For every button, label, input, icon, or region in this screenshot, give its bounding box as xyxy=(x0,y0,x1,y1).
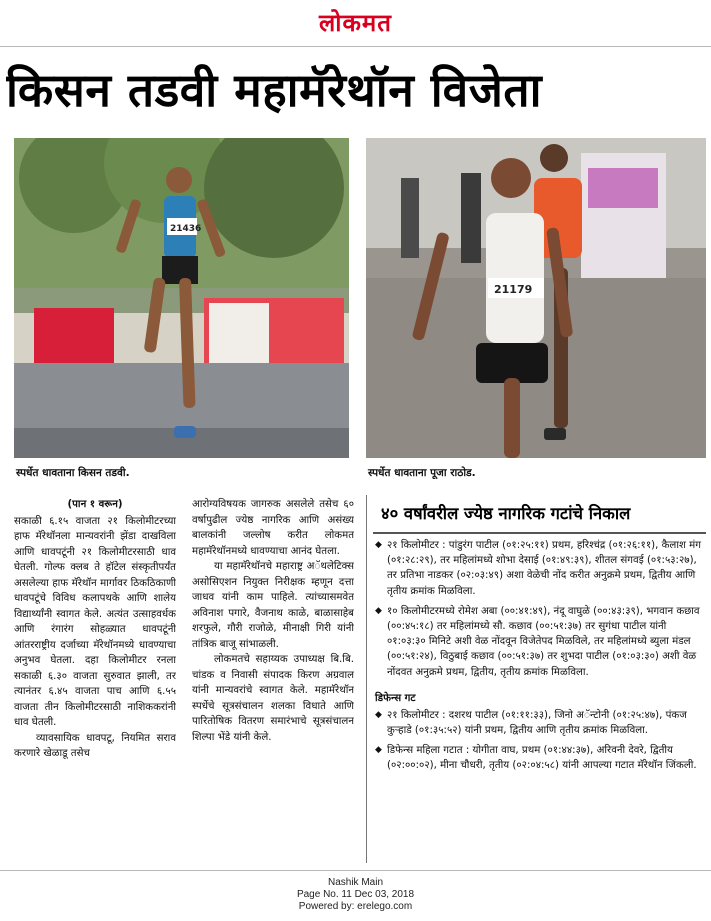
result-text: डिफेन्स महिला गटात : योगीता वाघ, प्रथम (०१:४४:३७), अरिवनी देवरे, द्वितीय (०२:००:०२), मीना चौधरी, तृतीय (०२:०४:५८) यांनी आपल्या गटात मॅरेथॉन जिंकली. xyxy=(387,745,697,772)
page-headline: किसन तडवी महामॅरेथॉन विजेता xyxy=(6,63,542,117)
footer-divider xyxy=(0,870,711,871)
article-paragraph: या महामॅरेथॉनचे महाराष्ट्र अॅथलेटिक्स असोसिएशन नियुक्त निरीक्षक म्हणून दत्ता जाधव यांनी काम पाहिले. त्यांच्यासमवेत अविनाश पगारे, वैजनाथ काळे, बाळासाहेब शरफुले, गौरी राजोळे, मीनाक्षी गिरी यांनी तांत्रिक बाजू सांभाळली. xyxy=(192,561,354,650)
diamond-bullet-icon: ◆ xyxy=(375,605,382,616)
photo-caption-1: स्पर्धेत धावताना किसन तडवी. xyxy=(16,467,130,479)
result-item xyxy=(373,708,706,738)
newspaper-logo: लोकमत xyxy=(319,9,392,37)
result-text: २१ किलोमीटर : पांडुरंग पाटील (०१:२५:११) प्रथम, हरिश्चंद्र (०१:२६:११), कैलाश मंग (०१:२८:२९), तर महिलांमध्ये शोभा देसाई (०१:४९:३९), शीतल संगवई (०१:५३:२७), तर प्रतिभा नाडकर (०२:०३:४९) अशा वेळेची नोंद करीत अनुक्रमे प्रथम, द्वितीय आणि तृतीय क्रमांक मिळविला. xyxy=(387,540,701,597)
photo-pooja-rathod xyxy=(366,138,706,458)
photo-kisan-tadvi xyxy=(14,138,349,458)
article-column-1 xyxy=(14,497,176,865)
page-info: Page No. 11 Dec 03, 2018 xyxy=(296,889,415,900)
article-paragraph: व्यावसायिक धावपटू, नियमित सराव करणारे खेळाडू तसेच xyxy=(14,732,176,759)
continued-from-label: (पान १ वरून) xyxy=(67,499,123,510)
masthead-divider xyxy=(0,46,711,47)
result-text: १० किलोमीटरमध्ये रोमेश अबा (००:४१:४९), नंदू वाघुळे (००:४३:३९), भगवान कछाव (००:४५:१८) तर महिलांमध्ये सौ. कछाव (००:५१:३७) तर सुगंधा पाटील यांनी ०१:०३:३० मिनिटे अशी वेळ नोंदवून विजेतेपद मिळविले, तर महिलांमध्ये ब्युला मंडल (००:५१:२४), विठुबाई कछाव (००:५१:३७) तर शुभदा पाटील (०१:०३:३०) अशी वेळ नोंदवत अनुक्रमे प्रथम, द्वितीय, तृतीय क्रमांक मिळविला. xyxy=(387,605,700,678)
article-paragraph: लोकमतचे सहाय्यक उपाध्यक्ष बि.बि. चांडक व निवासी संपादक किरण अग्रवाल यांनी मान्यवरांचे स्वागत केले. महामॅरेथॉन स्पर्धेचे सूत्रसंचालन शलका विधाते आणि पारितोषिक वितरण समारंभाचे सूत्रसंचालन शिल्पा भेंडे यांनी केले. xyxy=(192,654,354,743)
defence-group-heading: डिफेन्स गट xyxy=(375,692,416,704)
bib-number-1: 21436 xyxy=(170,224,202,234)
article-column-2 xyxy=(192,497,354,865)
diamond-bullet-icon: ◆ xyxy=(375,709,382,720)
article-paragraph: आरोग्यविषयक जागरुक असलेले तसेच ६० वर्षापुढील ज्येष्ठ नागरिक आणि असंख्य बालकांनी जल्लोष करीत लोकमत महामॅरेथॉनमध्ये धावण्याचा आनंद घेतला. xyxy=(192,499,354,557)
article-paragraph: सकाळी ६.१५ वाजता २१ किलोमीटरच्या हाफ मॅरेथॉनला मान्यवरांनी झेंडा दाखविला आणि धावपटूंनी २१ किलोमीटरसाठी धाव घेतली. गोल्फ क्लब ते हॉटेल संस्कृतीपर्यंत असलेल्या हाफ मॅरेथॉन मार्गावर ठिकठिकाणी धावपटूंचे विविध कलापथके आणि शालेय विद्यार्थ्यांनी स्वागत केले. अत्यंत उत्साहवर्धक आणि रंगारंग सोहळ्यात धावपटूंनी आंतरराष्ट्रीय दर्जाच्या मॅरेथॉनमध्ये धावण्याचा अनुभव घेतला. दहा किलोमीटर रनला सकाळी ६.३० वाजता सुरुवात झाली, तर त्यानंतर ६.४५ वाजता पाच आणि ६.५५ वाजता तीन किलोमीटरसाठी नाशिककरांनी धाव घेतली. xyxy=(14,515,176,728)
diamond-bullet-icon: ◆ xyxy=(375,540,382,550)
results-box xyxy=(366,495,706,863)
masthead xyxy=(0,0,711,46)
edition-name: Nashik Main xyxy=(327,877,384,888)
result-item xyxy=(373,538,706,599)
result-item xyxy=(373,604,706,680)
result-text: २१ किलोमीटर : दशरथ पाटील (०१:११:३३), जिनो अॅन्टोनी (०१:२५:४७), पंकज कुऱ्हाडे (०१:३५:५२) यांनी प्रथम, द्वितीय आणि तृतीय क्रमांक मिळविला. xyxy=(387,709,687,737)
page-footer xyxy=(0,877,711,913)
bib-number-2: 21179 xyxy=(494,283,533,296)
result-item xyxy=(373,743,706,773)
results-title: ४० वर्षांवरील ज्येष्ठ नागरिक गटांचे निकाल xyxy=(373,495,706,534)
diamond-bullet-icon: ◆ xyxy=(375,745,382,756)
photo-caption-2: स्पर्धेत धावताना पूजा राठोड. xyxy=(368,467,476,479)
powered-by: Powered by: erelego.com xyxy=(298,901,413,912)
